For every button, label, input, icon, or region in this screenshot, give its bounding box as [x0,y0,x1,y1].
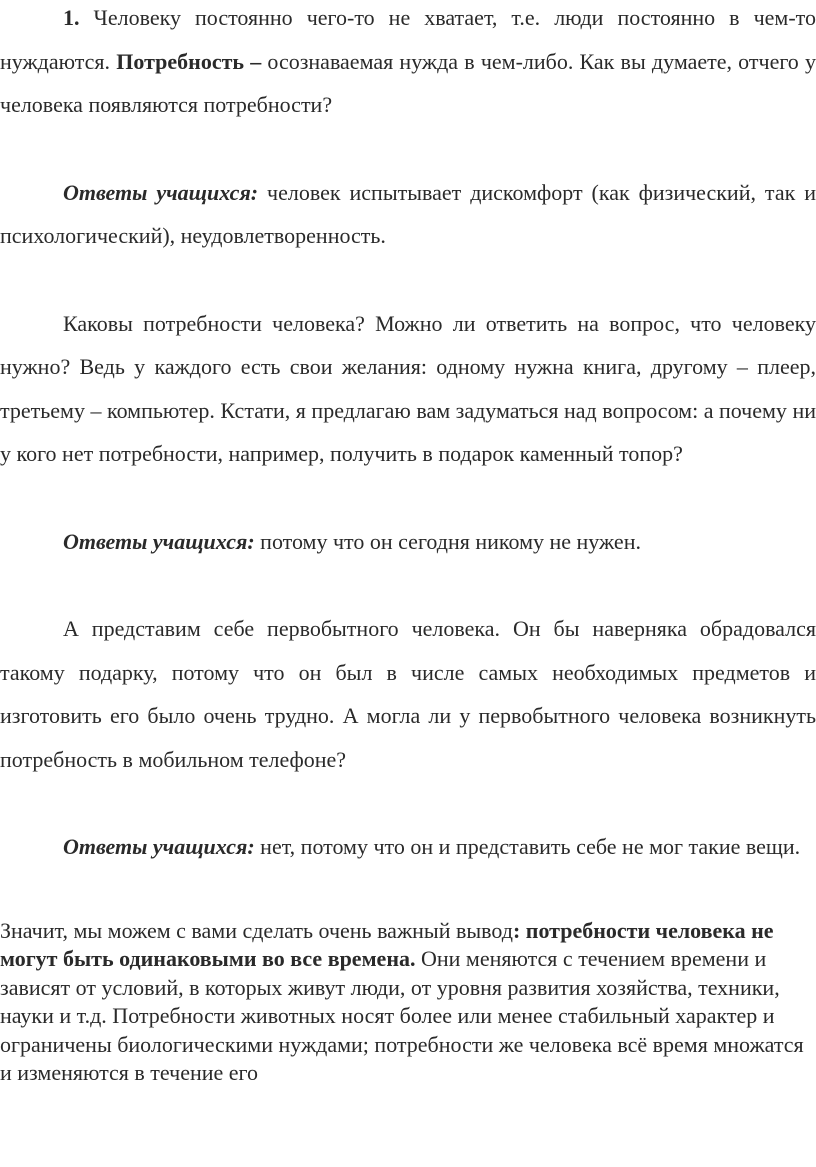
student-answer-3 [0,825,816,869]
paragraph-conclusion [0,917,816,1089]
answer-text: нет, потому что он и представить себе не мог такие вещи. [254,834,801,859]
needs-question-text: Каковы потребности человека? Можно ли ответить на вопрос, что человеку нужно? Ведь у каждого есть свои желания: одному нужна книга, другому – плеер, третьему – компьютер. Кстати, я предлагаю вам задуматься над вопросом: а почему ни у кого нет потребности, например, получить в подарок каменный топор? [0,310,816,466]
item-number: 1. [63,5,80,30]
spacer [0,869,816,917]
spacer [0,476,816,520]
answer-text: потому что он сегодня никому не нужен. [254,528,641,554]
answer-label: Ответы учащихся: [63,834,255,859]
paragraph-intro [0,0,816,127]
primitive-man-text: А представим себе первобытного человека. Он бы наверняка обрадовался такому подарку, потому что он был в числе самых необходимых предметов и изготовить его было очень трудно. А могла ли у первобытного человека возникнуть потребность в мобильном телефоне? [0,616,816,772]
spacer [0,127,816,171]
answer-text: человек испытывает дискомфорт (как физический, так и психологический), неудовлетворенность. [0,179,816,248]
answer-label: Ответы учащихся: [63,179,259,205]
intro-text-a: Человеку постоянно чего-то не хватает, т.е. люди постоянно в чем-то нуждаются. [0,5,816,74]
student-answer-2 [0,520,816,564]
paragraph-primitive-man [0,607,816,781]
spacer [0,258,816,302]
conclusion-text-b: Они меняются с течением времени и зависят от условий, в которых живут люди, от уровня развития хозяйства, техники, науки и т.д. Потребности животных носят более или менее стабильный характер и ограничены биологическими нуждами; потребности же человека всё время множатся и изменяются в течение его [0,946,804,1086]
conclusion-bold: : потребности человека не могут быть одинаковыми во все времена. [0,917,774,972]
spacer [0,563,816,607]
paragraph-needs-question [0,302,816,476]
spacer [0,781,816,825]
intro-text-b: осознаваемая нужда в чем-либо. Как вы думаете, отчего у человека появляются потребности? [0,48,816,117]
answer-label: Ответы учащихся: [63,528,255,554]
term-need: Потребность – [116,48,262,74]
student-answer-1 [0,171,816,258]
conclusion-text-a: Значит, мы можем с вами сделать очень важный вывод [0,917,513,943]
